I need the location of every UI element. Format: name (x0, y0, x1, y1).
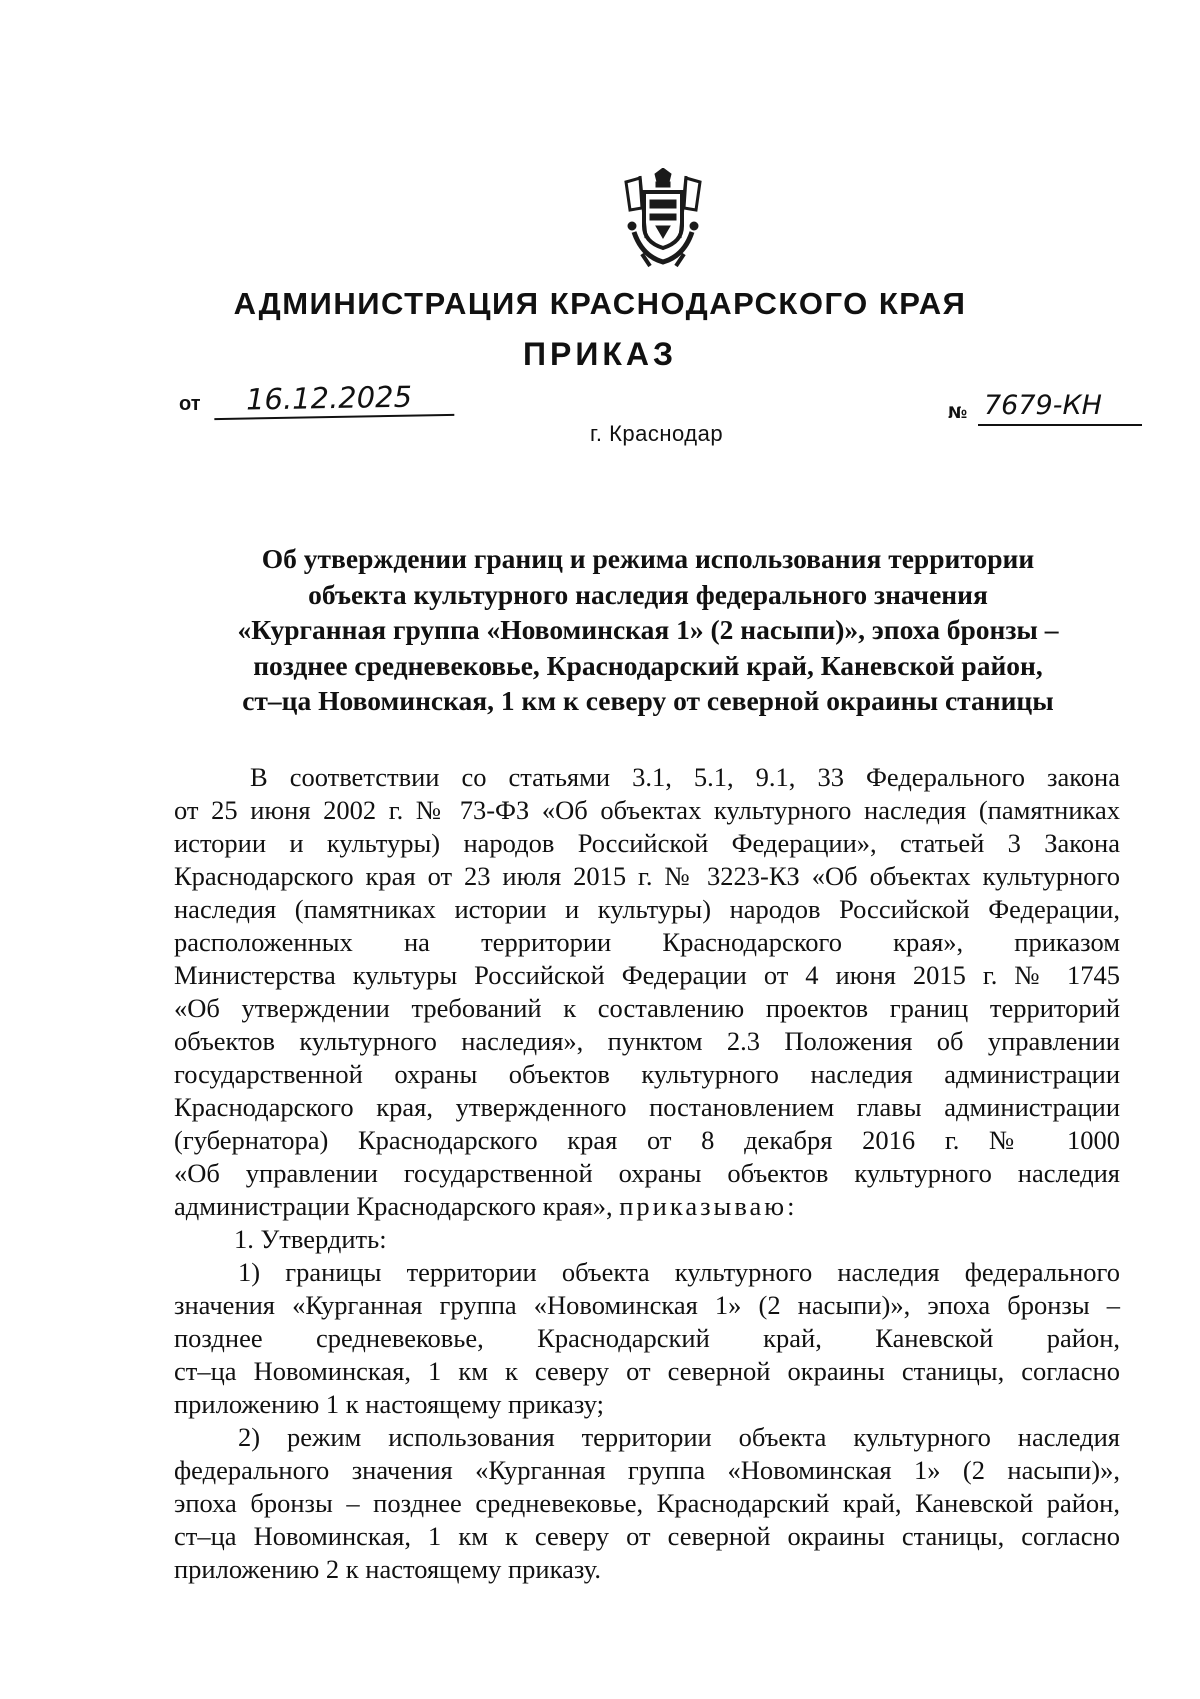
body-line: значения «Курганная группа «Новоминская 1» (2 насыпи)», эпоха бронзы – (174, 1290, 1120, 1320)
body-line: «Об утверждении требований к составлению проектов границ территорий (174, 993, 1120, 1023)
body-line: расположенных на территории Краснодарского края», приказом (174, 927, 1120, 957)
number-label: № (948, 403, 968, 422)
title-line: позднее средневековье, Краснодарский край, Каневской район, (253, 649, 1043, 681)
body-line: позднее средневековье, Краснодарский край, Каневской район, (174, 1323, 1120, 1353)
body-line: эпоха бронзы – позднее средневековье, Краснодарский край, Каневской район, (174, 1488, 1120, 1518)
title-line: ст–ца Новоминская, 1 км к северу от северной окраины станицы (242, 685, 1054, 716)
body-line: государственной охраны объектов культурного наследия администрации (174, 1059, 1120, 1089)
body-text: администрации Краснодарского края», (174, 1191, 613, 1221)
krasnodar-coat-of-arms-icon (620, 168, 706, 270)
body-line (174, 1190, 1120, 1223)
body-line: истории и культуры) народов Российской Федерации», статьей 3 Закона (174, 828, 1120, 858)
order-word: приказываю: (619, 1191, 798, 1221)
item-heading: 1. Утвердить: (234, 1224, 387, 1254)
document-type: ПРИКАЗ (522, 336, 678, 372)
body-line: Краснодарского края от 23 июля 2015 г. № 3223-КЗ «Об объектах культурного (174, 861, 1120, 891)
document-title (196, 541, 1100, 719)
body-line: от 25 июня 2002 г. № 73-ФЗ «Об объектах культурного наследия (памятниках (174, 795, 1120, 825)
date-value: 16.12.2025 (214, 376, 455, 420)
body-line: Краснодарского края, утвержденного постановлением главы администрации (174, 1092, 1120, 1122)
document-body (174, 761, 1120, 1586)
body-line: 1) границы территории объекта культурного наследия федерального (238, 1257, 1120, 1287)
organization-name: АДМИНИСТРАЦИЯ КРАСНОДАРСКОГО КРАЯ (233, 286, 967, 321)
title-line: «Курганная группа «Новоминская 1» (2 насыпи)», эпоха бронзы – (237, 614, 1059, 645)
body-line: «Об управлении государственной охраны объектов культурного наследия (174, 1158, 1120, 1188)
body-line: 2) режим использования территории объекта культурного наследия (238, 1422, 1120, 1452)
body-line: ст–ца Новоминская, 1 км к северу от северной окраины станицы, согласно (174, 1521, 1120, 1551)
title-line: Об утверждении границ и режима использования территории (261, 543, 1035, 574)
date-label: от (179, 393, 201, 415)
body-line: приложению 2 к настоящему приказу. (174, 1554, 601, 1584)
body-line: приложению 1 к настоящему приказу; (174, 1389, 605, 1419)
body-line: наследия (памятниках истории и культуры) народов Российской Федерации, (174, 894, 1120, 924)
title-line: объекта культурного наследия федерального значения (308, 578, 988, 610)
body-line: Министерства культуры Российской Федерации от 4 июня 2015 г. № 1745 (174, 960, 1120, 990)
body-line: В соответствии со статьями 3.1, 5.1, 9.1, 33 Федерального закона (250, 762, 1120, 792)
body-line: объектов культурного наследия», пунктом 2.3 Положения об управлении (174, 1026, 1120, 1056)
body-line: ст–ца Новоминская, 1 км к северу от северной окраины станицы, согласно (174, 1356, 1120, 1386)
number-value: 7679-КН (978, 386, 1142, 426)
body-line: (губернатора) Краснодарского края от 8 декабря 2016 г. № 1000 (174, 1125, 1120, 1155)
body-line: федерального значения «Курганная группа «Новоминская 1» (2 насыпи)», (174, 1455, 1120, 1485)
city-name: г. Краснодар (590, 421, 724, 446)
